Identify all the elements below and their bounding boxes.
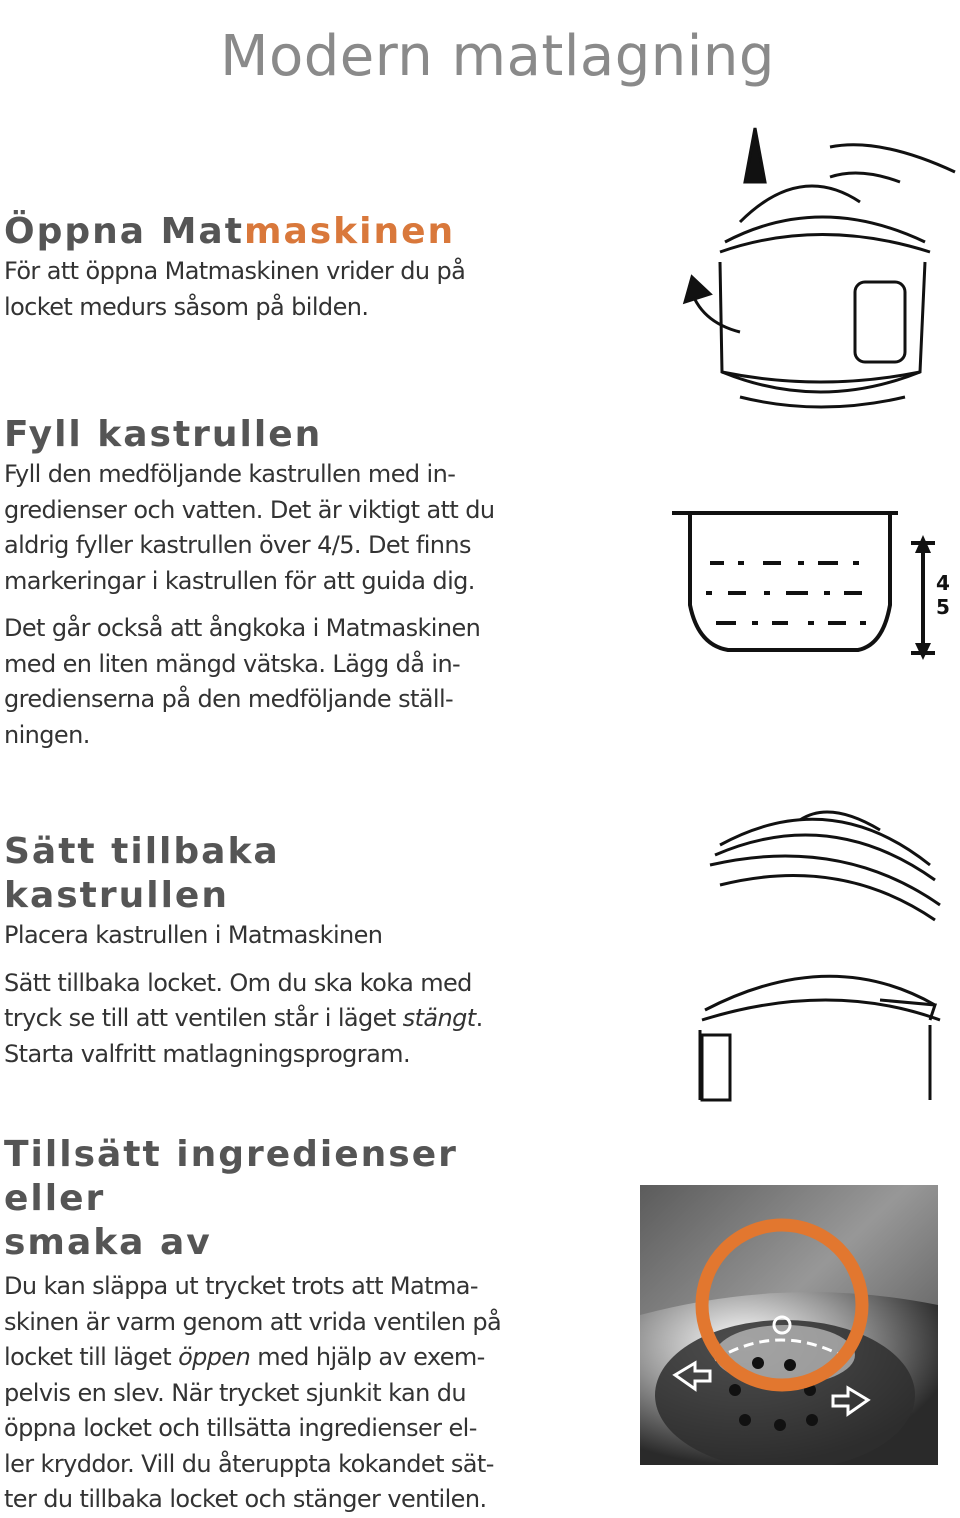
pot-fill-illustration (668, 505, 960, 665)
replace-paragraph-1: Placera kastrullen i Matmaskinen (4, 921, 383, 949)
heading-replace: Sätt tillbaka kastrullen (4, 831, 280, 916)
fill-paragraph-1: Fyll den medföljande kastrullen med in- gredienser och vatten. Det är viktigt att du aldrig fyller kastrullen över 4/5. Det finns markeringar i kastrullen för att guida dig. (4, 460, 495, 595)
open-paragraph: För att öppna Matmaskinen vrider du på locket medurs såsom på bilden. (4, 257, 466, 321)
heading-fill: Fyll kastrullen (4, 414, 323, 455)
fill-paragraph-2: Det går också att ångkoka i Matmaskinen med en liten mängd vätska. Lägg då in- gredienserna på den medföljande ställ- ningen. (4, 614, 481, 749)
add-paragraph: Du kan släppa ut trycket trots att Matma- skinen är varm genom att vrida ventilen på locket till läget öppen med hjälp av exem- pelvis en slev. När trycket sjunkit kan du öppna locket och tillsätta ingredienser el- ler kryddor. Vill du återuppta kokandet sät- ter du tillbaka locket och stänger ventilen. (4, 1272, 502, 1513)
section-fill (4, 413, 504, 753)
fill-mark-bottom: 5 (936, 595, 950, 619)
section-add (4, 1133, 504, 1518)
replace-paragraph-2: Sätt tillbaka locket. Om du ska koka med tryck se till att ventilen står i läget stängt. Starta valfritt matlagningsprogram. (4, 968, 483, 1068)
valve-photo (640, 1185, 938, 1465)
fill-mark-top: 4 (936, 571, 950, 595)
page-title: Modern matlagning (220, 23, 775, 89)
section-open (4, 210, 504, 325)
heading-add: Tillsätt ingredienser eller smaka av (4, 1134, 458, 1263)
lid-and-pot-illustration (690, 795, 960, 1105)
section-replace (4, 830, 504, 1072)
heading-open: Öppna Matmaskinen (4, 211, 456, 252)
cooker-open-illustration (680, 122, 960, 412)
